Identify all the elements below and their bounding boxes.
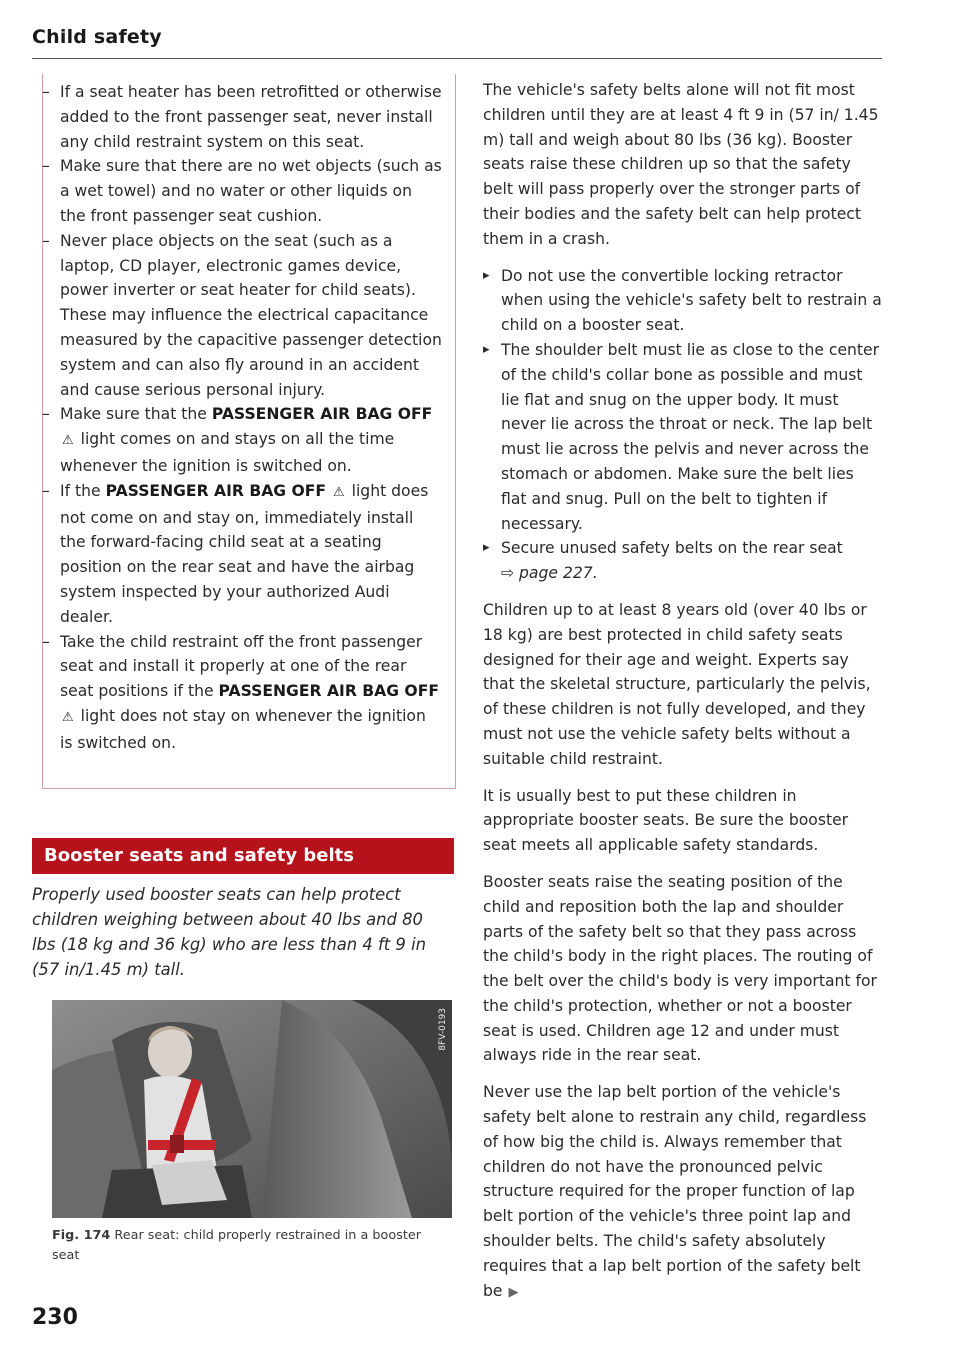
instruction-text: Secure unused safety belts on the rear seat [501, 539, 843, 558]
airbag-off-icon: ⚠ [62, 433, 74, 449]
airbag-indicator-label: PASSENGER AIR BAG OFF [105, 481, 327, 500]
warning-list-container [42, 80, 442, 756]
warning-text: If the [60, 481, 106, 500]
caption-label: Fig. 174 [52, 1228, 111, 1243]
page-number: 230 [32, 1305, 78, 1330]
warning-text: Make sure that there are no wet objects (such as a wet towel) and no water or other liquids on the front passenger seat cushion. [60, 157, 442, 225]
warning-text: light comes on and stays on all the time whenever the ignition is switched on. [60, 430, 395, 475]
instruction-item: ▸ Do not use the convertible locking retractor when using the vehicle's safety belt to restrain a child on a booster seat. [483, 264, 883, 338]
paragraph-lap-belt-text: Never use the lap belt portion of the vehicle's safety belt alone to restrain any child, regardless of how big the child is. Always remember that children do not have the pronounced pelvic structure required for the proper function of lap belt portion of the vehicle's three point lap and shoulder belts. The child's safety absolutely requires that a lap belt portion of the safety belt be [483, 1083, 867, 1300]
warning-item [42, 154, 442, 228]
airbag-off-icon: ⚠ [333, 484, 345, 500]
continue-arrow-icon: ▶ [508, 1284, 519, 1300]
warning-item [42, 479, 442, 630]
section-heading: Booster seats and safety belts [32, 838, 454, 874]
section-intro: Properly used booster seats can help protect children weighing between about 40 lbs and 80 lbs (18 kg and 36 kg) who are less than 4 ft 9 in (57 in/1.45 m) tall. [32, 885, 427, 979]
figure-id: 8FV-0193 [438, 1008, 448, 1051]
instruction-item: ▸ The shoulder belt must lie as close to the center of the child's collar bone as possible and must lie flat and snug on the upper body. It must never lie across the throat or neck. The lap belt must lie across the pelvis and never across the stomach or abdomen. Make sure the belt lies flat and snug. Pull on the belt to tighten if necessary. [483, 338, 883, 536]
warning-item [42, 402, 442, 478]
airbag-indicator-label: PASSENGER AIR BAG OFF [218, 682, 439, 701]
instruction-list [483, 264, 883, 586]
paragraph-booster-function: Booster seats raise the seating position of the child and reposition both the lap and shoulder parts of the safety belt so that they pass across the child's body in the right places. The routing of the belt over the child's body is very important for the child's protection, whether or not a booster seat is used. Children age 12 and under must always ride in the rear seat. [483, 872, 877, 1065]
warning-list [42, 80, 442, 756]
figure-caption [52, 1226, 452, 1266]
page-header-title: Child safety [32, 26, 162, 48]
paragraph-belt-fit: The vehicle's safety belts alone will not fit most children until they are at least 4 ft 9 in (57 in/ 1.45 m) tall and weigh about 80 lbs (36 kg). Booster seats raise these children up so that the safety belt will pass properly over the stronger parts of their bodies and the safety belt can help protect them in a crash. [483, 81, 879, 248]
warning-text: If a seat heater has been retrofitted or otherwise added to the front passenger seat, never install any child restraint system on this seat. [60, 83, 442, 151]
airbag-off-icon: ⚠ [62, 709, 74, 725]
warning-text: light does not come on and stay on, immediately install the forward-facing child seat at a seating position on the rear seat and have the airbag system inspected by your authorized Audi dealer. [60, 481, 429, 626]
header-divider [32, 58, 882, 59]
caption-text: Rear seat: child properly restrained in a booster seat [52, 1228, 421, 1263]
page-reference-link[interactable]: ⇨ page 227. [501, 564, 598, 583]
airbag-indicator-label: PASSENGER AIR BAG OFF [211, 405, 433, 424]
warning-text: light does not stay on whenever the ignition is switched on. [60, 706, 426, 752]
warning-item [42, 229, 442, 403]
booster-seat-illustration [52, 1000, 452, 1218]
warning-item [42, 80, 442, 154]
booster-seat-figure [52, 1000, 452, 1218]
right-column [483, 78, 883, 1317]
instruction-item [483, 536, 883, 586]
warning-text: Make sure that the [60, 405, 212, 424]
paragraph-lap-belt [483, 1080, 883, 1305]
paragraph-booster-advice: It is usually best to put these children in appropriate booster seats. Be sure the booster seat meets all applicable safety standards. [483, 786, 849, 855]
paragraph-age-guidance: Children up to at least 8 years old (over 40 lbs or 18 kg) are best protected in child safety seats designed for their age and weight. Experts say that the skeletal structure, particularly the pelvis, of these children is not fully developed, and they must not use the vehicle safety belts without a suitable child restraint. [483, 600, 871, 768]
warning-item [42, 630, 442, 756]
warning-text: Take the child restraint off the front passenger seat and install it properly at one of the rear seat positions if the [60, 632, 423, 701]
warning-text: Never place objects on the seat (such as a laptop, CD player, electronic games device, power inverter or seat heater for child seats). These may influence the electrical capacitance measured by the capacitive passenger detection system and can also fly around in an accident and cause serious personal injury. [60, 231, 442, 399]
